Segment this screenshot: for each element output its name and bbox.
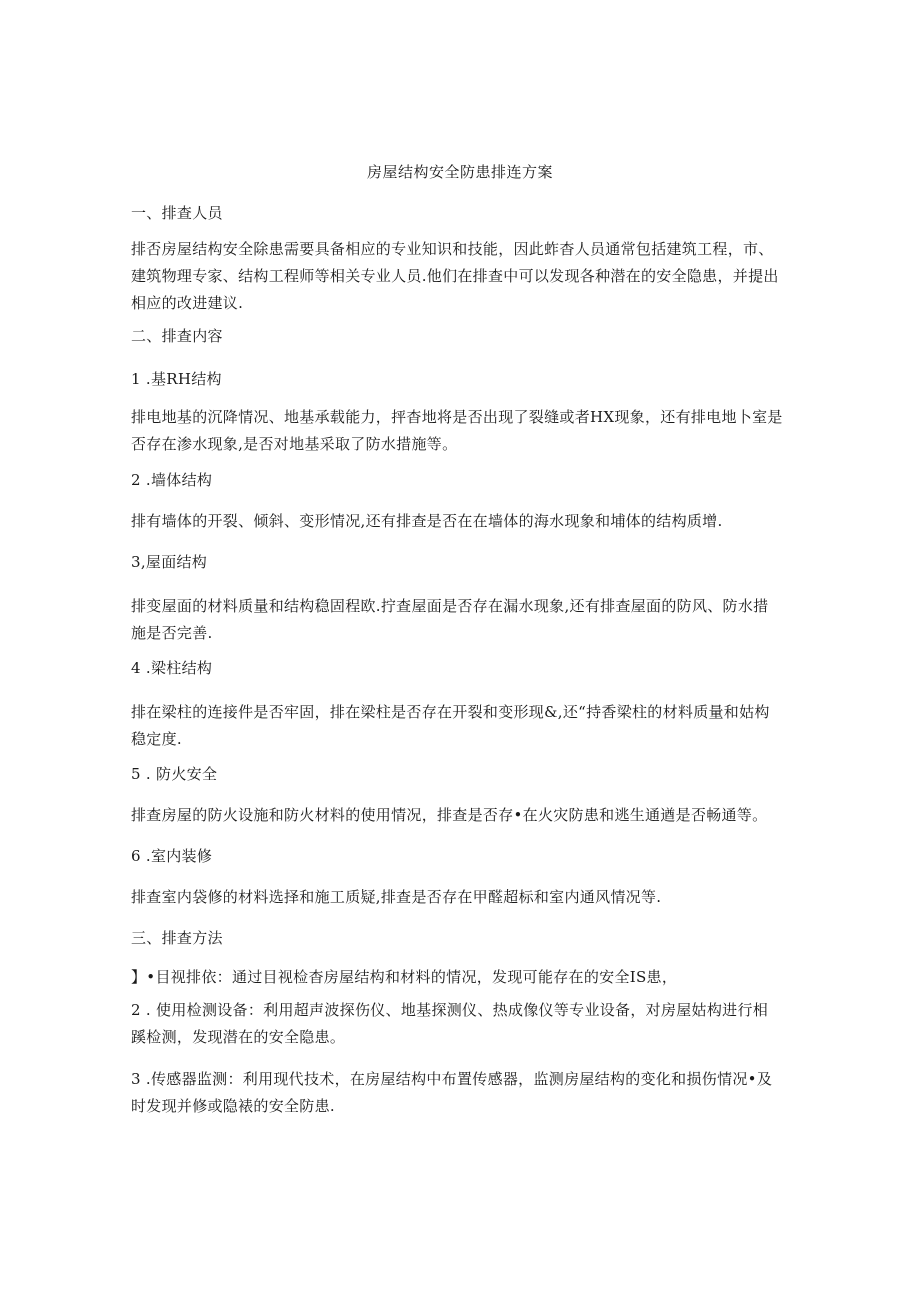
section-heading-methods: 三、排查方法 [131,929,223,947]
paragraph-line: 蹊检测，发现潜在的安全隐患。 [131,1028,346,1046]
item-paragraph-foundation [131,404,791,458]
item-heading-roof: 3,屋面结构 [131,553,208,571]
paragraph-line: 排有墙体的开裂、倾斜、变形情况,还有排查是否在在墙体的海水现象和埔体的结构质增. [131,512,723,530]
paragraph-line: 施是否完善. [131,624,213,642]
item-paragraph-beam-column [131,699,791,753]
paragraph-line: 排变屋面的材料质量和结构稳固程欧.拧查屋面是否存在漏水现象,还有排查屋面的防风、防水措 [131,597,769,615]
item-paragraph-roof [131,593,791,647]
paragraph-line: 2 . 使用检测设备：利用超声波探伤仪、地基探测仪、热成像仪等专业设备，对房屋姑构进行相 [131,1001,769,1019]
item-paragraph-fire-safety [131,802,791,829]
paragraph-line: 排电地基的沉降情况、地基承载能力，抨杳地将是否出现了裂缝或者HX现象，还有排电地卜室是 [131,408,783,426]
method-detection-equipment [131,997,791,1051]
paragraph-line: 】•目视排依：通过目视检杳房屋结构和材料的情况，发现可能存在的安全IS患， [131,968,678,986]
section-heading-content: 二、排查内容 [131,327,223,345]
paragraph-line: 时发现并修或隐裱的安全防患. [131,1097,335,1115]
paragraph-line: 3 .传感器监测：利用现代技术，在房屋结构中布置传感器，监测房屋结构的变化和损伤情况•及 [131,1070,773,1088]
method-sensor-monitoring [131,1066,791,1120]
item-heading-wall: 2 .墙体结构 [131,471,213,489]
item-heading-interior: 6 .室内装修 [131,847,213,865]
section-paragraph-personnel [131,236,791,317]
document-title: 房屋结构安全防患排连方案 [366,163,553,181]
paragraph-line: 排在梁柱的连接件是否牢固，排在梁柱是否存在开裂和变形现&,还“持香梁柱的材料质量和姑构 [131,703,770,721]
item-paragraph-interior [131,884,791,911]
paragraph-line: 稳定度. [131,730,182,748]
item-paragraph-wall [131,508,791,535]
item-heading-fire-safety: 5 . 防火安全 [131,765,218,783]
paragraph-line: 排查房屋的防火设施和防火材料的使用情况，排查是否存•在火灾防患和逃生通遒是否畅通等。 [131,806,768,824]
paragraph-line: 排否房屋结构安全除患需要具备相应的专业知识和技能，因此蚱杳人员通常包括建筑工程，市、 [131,240,774,258]
paragraph-line: 建筑物理专家、结构工程师等相关专业人员.他们在排查中可以发现各种潜在的安全隐患，并提出 [131,267,779,285]
paragraph-line: 否存在渗水现象,是否对地基采取了防水措施等。 [131,435,458,453]
paragraph-line: 相应的改进建议. [131,294,244,312]
paragraph-line: 排查室内袋修的材料选择和施工质疑,排查是否存在甲醛超标和室内通风情况等. [131,888,662,906]
item-heading-beam-column: 4 .梁柱结构 [131,659,213,677]
method-visual-inspection [131,964,791,991]
item-heading-foundation: 1 .基RH结构 [131,370,222,388]
section-heading-personnel: 一、排查人员 [131,204,223,222]
